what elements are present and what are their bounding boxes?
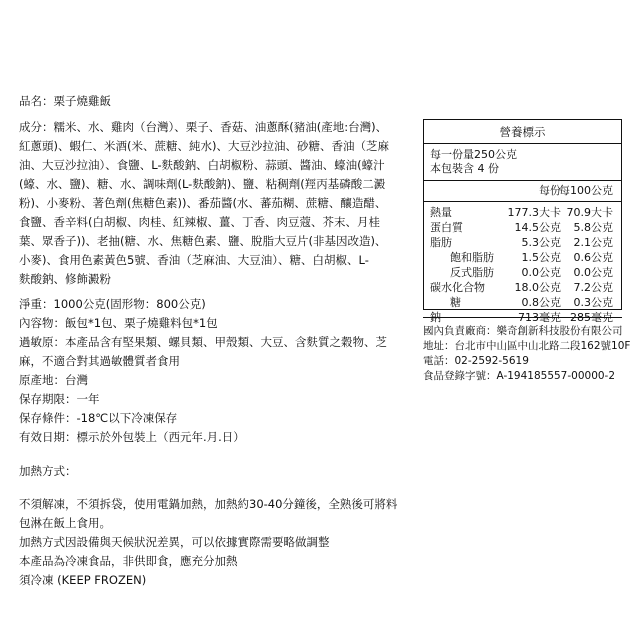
maker-registration: 食品登錄字號：A-194185557-00000-2 [423,370,616,382]
heating-line: 須冷凍 (KEEP FROZEN) [19,573,147,587]
col-per-serving: 每份 [539,184,561,197]
nutrient-name: 鈉 [430,311,441,324]
ingredients-line: 成分：糯米、水、雞肉（台灣）、栗子、香菇、油蔥酥(豬油(產地:台灣)、 [19,120,388,134]
heating-line: 不須解凍，不須拆袋，使用電鍋加熱，加熱約30-40分鐘後，全熟後可將料 [19,497,398,511]
serving-size: 每一份量250公克 [430,148,517,161]
origin: 原產地：台灣 [19,373,88,387]
nutrient-per-100g: 285毫克 [570,311,613,324]
nutrition-divider [424,201,621,202]
product-name: 品名：栗子燒雞飯 [19,94,111,108]
heating-block [19,462,397,590]
nutrient-per-serving: 177.3大卡 [507,206,561,219]
net-weight: 淨重：1000公克(固形物：800公克) [19,297,206,311]
nutrient-per-serving: 0.8公克 [521,296,561,309]
nutrient-per-serving: 18.0公克 [514,281,561,294]
ingredients-line: 油、大豆沙拉油）、食鹽、L-麩酸鈉、白胡椒粉、蒜頭、醬油、蠔油(蠔汁 [19,158,385,172]
expiry-date: 有效日期：標示於外包裝上（西元年.月.日） [19,430,245,444]
nutrition-row [424,266,621,280]
nutrition-divider [424,143,621,144]
servings-per-package: 本包裝含 4 份 [430,162,499,175]
nutrient-per-100g: 0.3公克 [573,296,613,309]
nutrient-per-100g: 0.6公克 [573,251,613,264]
specs-block [19,295,387,447]
nutrition-divider [424,180,621,181]
maker-phone: 電話：02-2592-5619 [423,355,529,367]
ingredients-line: 葉、眾香子))、老抽(糖、水、焦糖色素、鹽、脫脂大豆片(非基因改造)、 [19,234,387,248]
nutrition-row [424,281,621,295]
nutrient-per-100g: 0.0公克 [573,266,613,279]
allergen-line: 麻，不適合對其過敏體質者食用 [19,354,180,368]
heating-line: 包淋在飯上食用。 [19,516,111,530]
storage-condition: 保存條件：-18℃以下冷凍保存 [19,411,178,425]
ingredients-line: (蠔、水、鹽)、糖、水、調味劑(L-麩酸鈉)、鹽、粘稠劑(羥丙基磷酸二澱 [19,177,386,191]
nutrition-row [424,236,621,250]
nutrient-per-100g: 70.9大卡 [566,206,613,219]
ingredients-line: 麩酸鈉、修飾澱粉 [19,272,111,286]
allergen-line: 過敏原：本產品含有堅果類、螺貝類、甲殼類、大豆、含麩質之穀物、芝 [19,335,387,349]
nutrient-name: 脂肪 [430,236,452,249]
nutrition-table [423,119,622,324]
nutrient-name: 糖 [450,296,461,309]
nutrition-row [424,296,621,310]
ingredients-block [19,118,419,289]
nutrient-per-serving: 14.5公克 [514,221,561,234]
shelf-life: 保存期限：一年 [19,392,100,406]
maker-address: 地址：台北市中山區中山北路二段162號10F [423,340,631,352]
nutrient-name: 飽和脂肪 [450,251,494,264]
nutrient-per-100g: 5.8公克 [573,221,613,234]
ingredients-line: 小麥)、食用色素黃色5號、香油（芝麻油、大豆油）、糖、白胡椒、L- [19,253,369,267]
nutrient-name: 蛋白質 [430,221,463,234]
nutrition-row [424,221,621,235]
heating-line: 本產品為冷凍食品，非供即食，應充分加熱 [19,554,238,568]
heating-line: 加熱方式因設備與天候狀況差異，可以依據實際需要略做調整 [19,535,330,549]
contents: 內容物：飯包*1包、栗子燒雞料包*1包 [19,316,218,330]
nutrient-per-serving: 1.5公克 [521,251,561,264]
nutrient-name: 反式脂肪 [450,266,494,279]
nutrition-row [424,206,621,220]
nutrient-per-100g: 2.1公克 [573,236,613,249]
ingredients-line: 紅蔥頭)、蝦仁、米酒(米、蔗糖、純水)、大豆沙拉油、砂糖、香油（芝麻 [19,139,389,153]
col-per-100g: 每100公克 [559,184,613,197]
ingredients-line: 粉)、小麥粉、著色劑(焦糖色素))、番茄醬(水、蕃茄糊、蔗糖、釀造醋、 [19,196,387,210]
ingredients-line: 食鹽、香辛料(白胡椒、肉桂、紅辣椒、薑、丁香、肉豆蔻、芥末、月桂 [19,215,380,229]
nutrition-row [424,251,621,265]
maker-block [423,317,631,384]
nutrition-title: 營養標示 [499,125,546,139]
nutrient-per-serving: 0.0公克 [521,266,561,279]
maker-company: 國內負責廠商：樂奇創新科技股份有限公司 [423,325,623,337]
nutrient-name: 熱量 [430,206,452,219]
nutrient-per-serving: 713毫克 [518,311,561,324]
nutrition-header-row [424,184,621,198]
nutrient-name: 碳水化合物 [430,281,485,294]
nutrient-per-100g: 7.2公克 [573,281,613,294]
nutrient-per-serving: 5.3公克 [521,236,561,249]
heating-title: 加熱方式： [19,464,77,478]
